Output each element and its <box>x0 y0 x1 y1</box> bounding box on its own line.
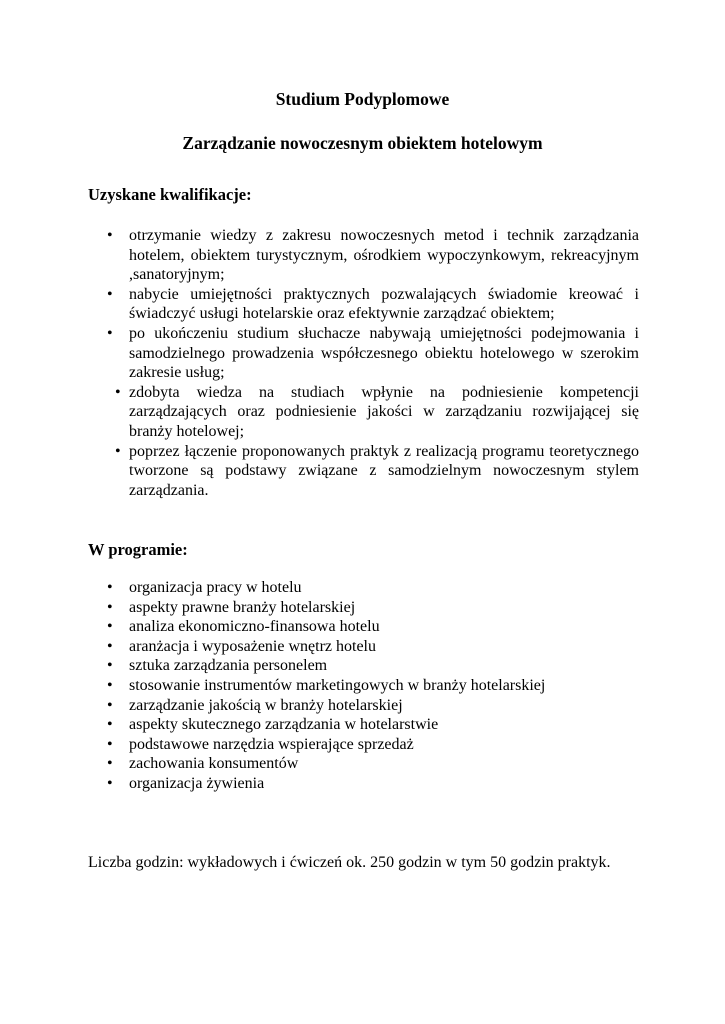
list-item: • po ukończeniu studium słuchacze nabywają umiejętności podejmowania i samodzielnego prowadzenia współczesnego obiektu hotelowego w szerokim zakresie usług; <box>129 324 639 383</box>
list-item: • organizacja pracy w hotelu <box>129 578 639 598</box>
list-item: • podstawowe narzędzia wspierające sprzedaż <box>129 735 639 755</box>
list-item: • stosowanie instrumentów marketingowych w branży hotelarskiej <box>129 676 639 696</box>
page-subtitle: Zarządzanie nowoczesnym obiektem hotelowym <box>182 133 543 153</box>
program-list <box>129 578 639 794</box>
list-item: • analiza ekonomiczno-finansowa hotelu <box>129 617 639 637</box>
list-item: • nabycie umiejętności praktycznych pozwalających świadomie kreować i świadczyć usługi hotelarskie oraz efektywnie zarządzać obiektem; <box>129 285 639 324</box>
list-item: • poprzez łączenie proponowanych praktyk z realizacją programu teoretycznego tworzone są podstawy związane z samodzielnym nowoczesnym stylem zarządzania. <box>129 442 639 501</box>
qualifications-list <box>129 226 639 500</box>
list-item: • zdobyta wiedza na studiach wpłynie na podniesienie kompetencji zarządzających oraz podniesienie jakości w zarządzaniu rozwijającej się branży hotelowej; <box>129 383 639 442</box>
list-item: • zarządzanie jakością w branży hotelarskiej <box>129 696 639 716</box>
list-item: • otrzymanie wiedzy z zakresu nowoczesnych metod i technik zarządzania hotelem, obiektem turystycznym, ośrodkiem wypoczynkowym, rekreacyjnym ,sanatoryjnym; <box>129 226 639 285</box>
page-title: Studium Podyplomowe <box>275 89 450 109</box>
list-item: • organizacja żywienia <box>129 774 639 794</box>
qualifications-heading: Uzyskane kwalifikacje: <box>88 185 252 204</box>
list-item: • aspekty prawne branży hotelarskiej <box>129 598 639 618</box>
list-item: • aranżacja i wyposażenie wnętrz hotelu <box>129 637 639 657</box>
list-item: • zachowania konsumentów <box>129 754 639 774</box>
hours-note: Liczba godzin: wykładowych i ćwiczeń ok. 250 godzin w tym 50 godzin praktyk. <box>88 854 611 871</box>
program-heading: W programie: <box>88 540 188 559</box>
list-item: • aspekty skutecznego zarządzania w hotelarstwie <box>129 715 639 735</box>
list-item: • sztuka zarządzania personelem <box>129 656 639 676</box>
